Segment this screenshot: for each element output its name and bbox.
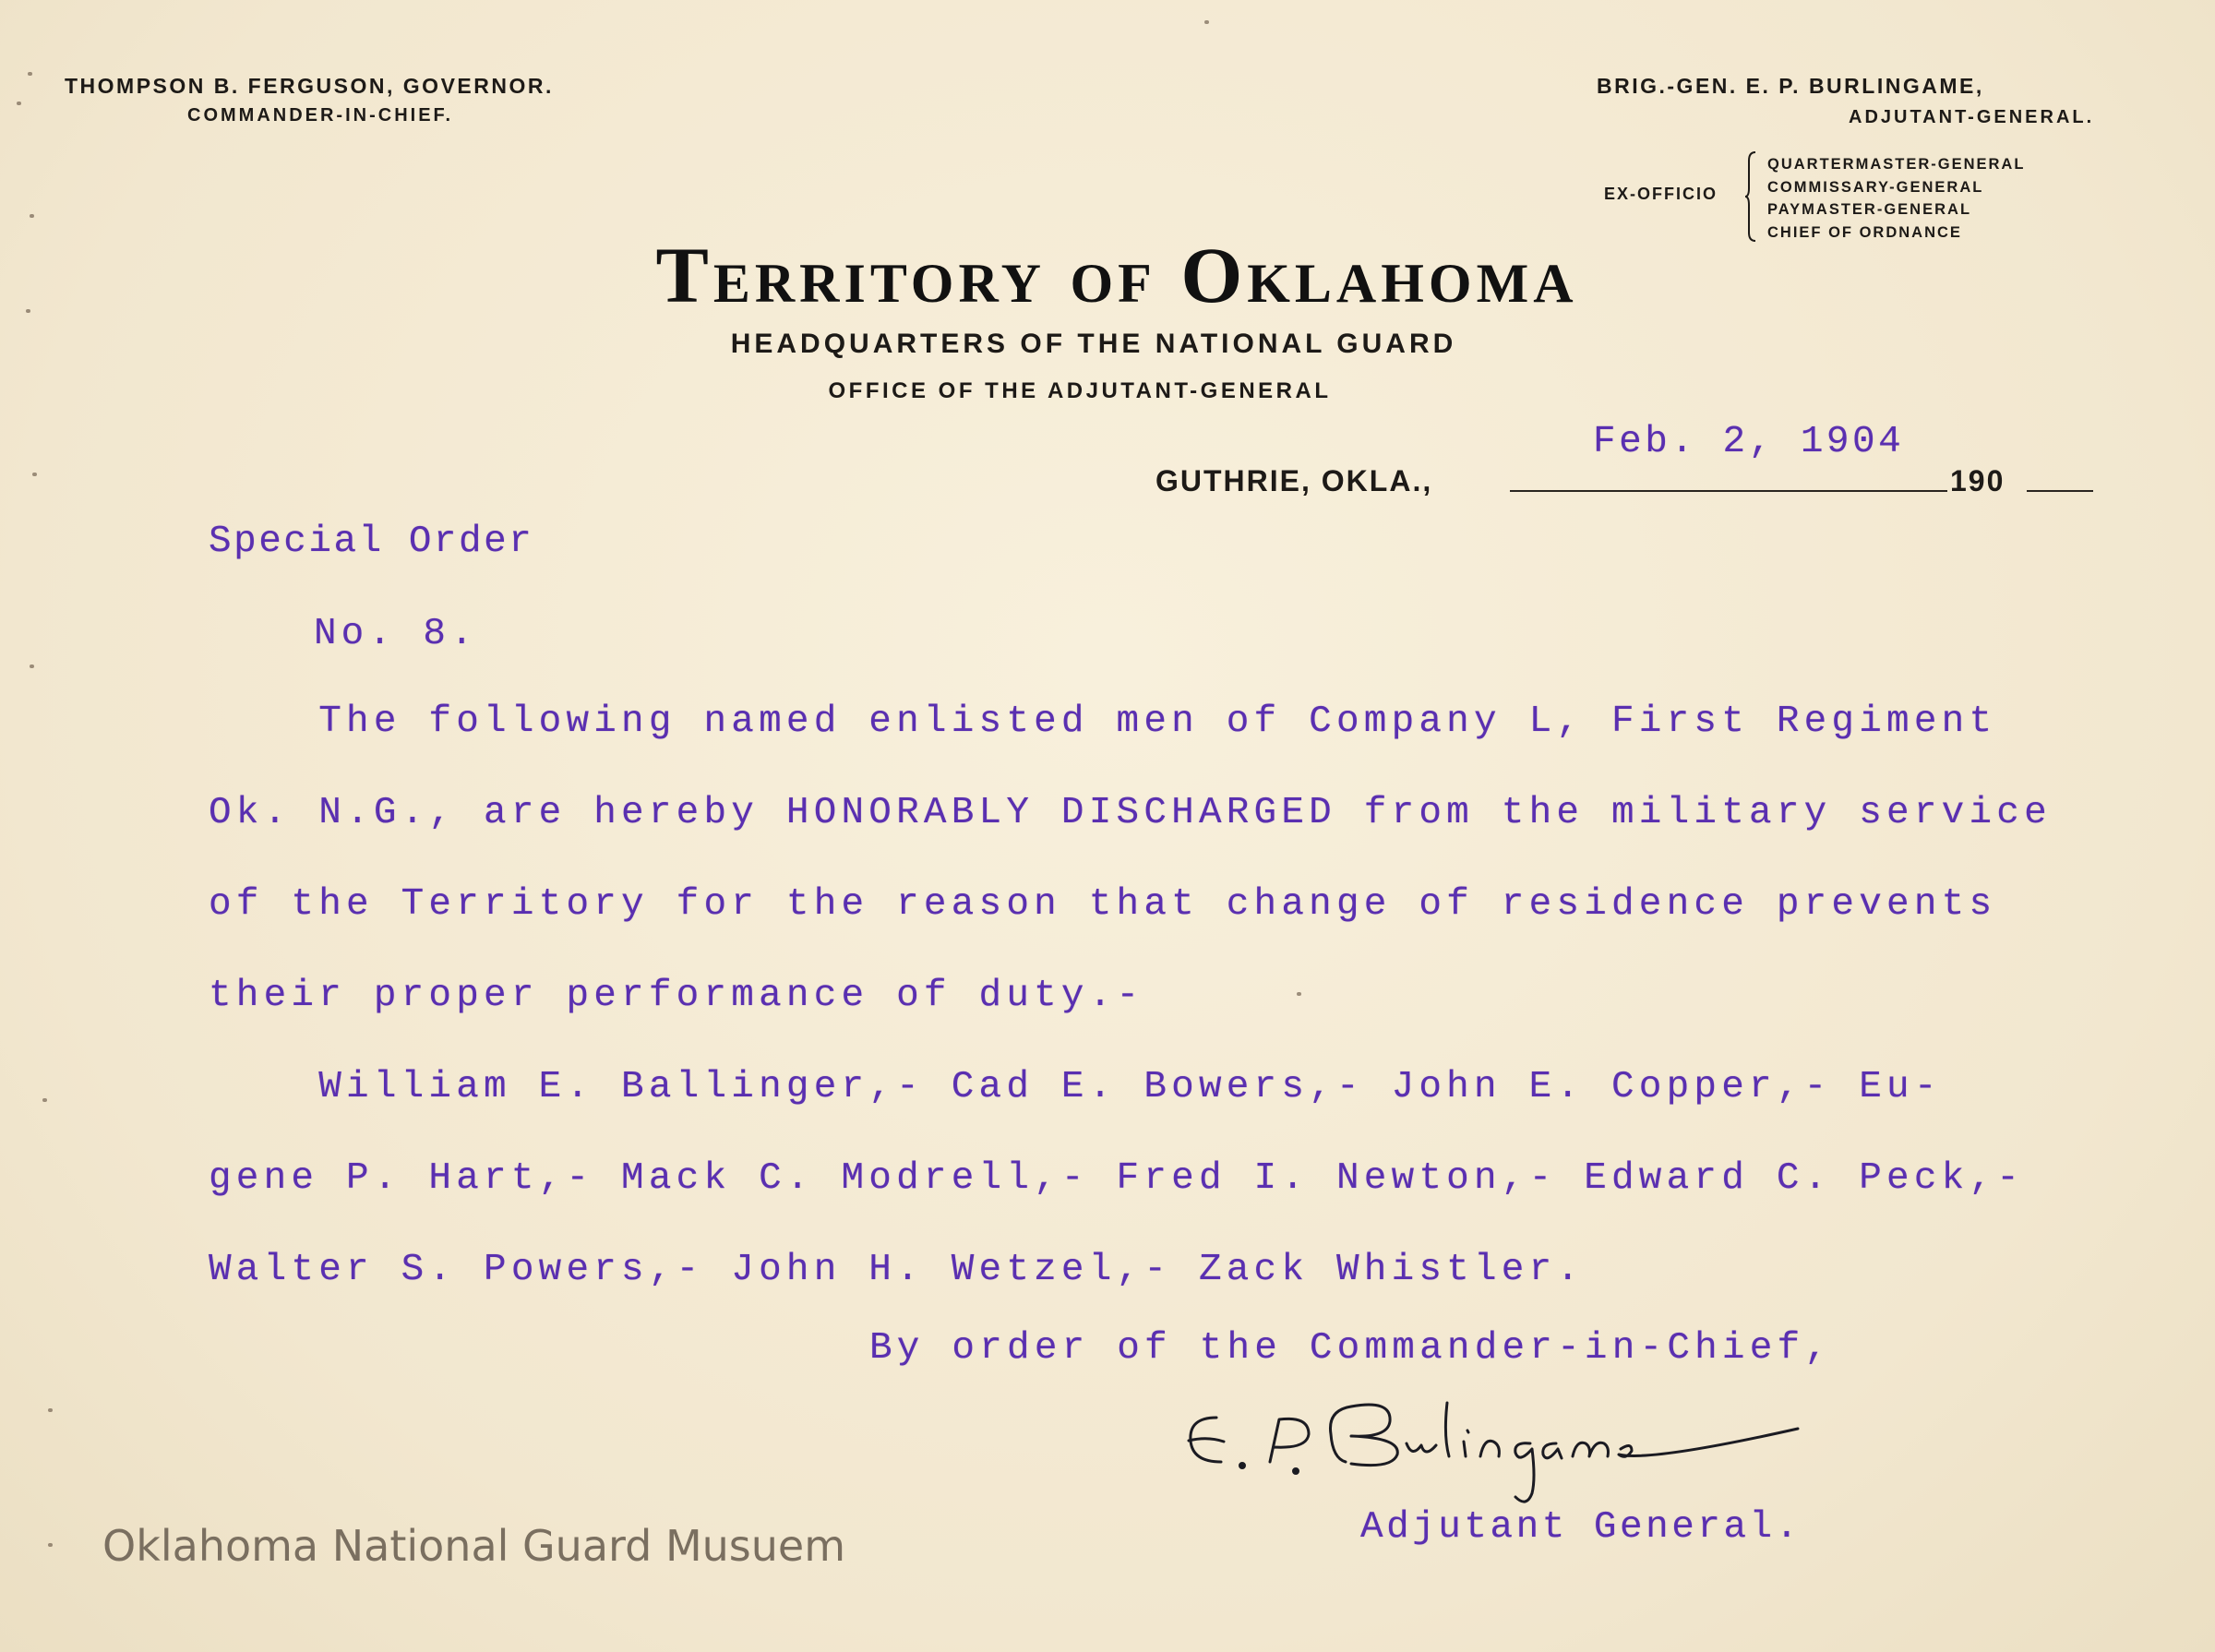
letterhead-title: Territory of Oklahoma [655, 231, 1578, 319]
governor-name: THOMPSON B. FERGUSON, GOVERNOR. [65, 74, 554, 98]
paper-speck [30, 664, 34, 668]
year-prefix: 190 [1950, 464, 2005, 497]
paper-speck [42, 1098, 47, 1102]
place-of-issue: GUTHRIE, OKLA., [1155, 464, 1433, 497]
ex-officio-role: QUARTERMASTER-GENERAL [1767, 156, 2026, 173]
typed-date: Feb. 2, 1904 [1593, 421, 1905, 463]
closing-line: By order of the Commander-in-Chief, [869, 1327, 1833, 1370]
letterhead-subtitle-headquarters: HEADQUARTERS OF THE NATIONAL GUARD [730, 329, 1457, 359]
body-line: William E. Ballinger,- Cad E. Bowers,- John E. Copper,- Eu- [209, 1066, 1942, 1108]
body-line: of the Territory for the reason that change of residence prevents [209, 883, 1997, 926]
paper-speck [1297, 992, 1301, 996]
paper-speck [48, 1543, 53, 1547]
paper-speck [32, 473, 37, 476]
handwritten-signature [1170, 1390, 1881, 1510]
body-line: gene P. Hart,- Mack C. Modrell,- Fred I. Newton,- Edward C. Peck,- [209, 1157, 2025, 1200]
letterhead-subtitle-office: OFFICE OF THE ADJUTANT-GENERAL [828, 378, 1332, 403]
body-line: Walter S. Powers,- John H. Wetzel,- Zack Whistler. [209, 1249, 1585, 1291]
body-line: their proper performance of duty.- [209, 975, 1144, 1017]
year-rule [2027, 490, 2093, 492]
signer-title: Adjutant General. [1360, 1506, 1802, 1549]
ex-officio-role: PAYMASTER-GENERAL [1767, 201, 1972, 218]
paper-speck [30, 214, 34, 218]
body-line: The following named enlisted men of Company L, First Regiment [209, 700, 1997, 743]
order-number: No. 8. [314, 613, 478, 655]
paper-speck [17, 102, 21, 105]
governor-role: COMMANDER-IN-CHIEF. [187, 105, 454, 126]
paper-speck [28, 72, 32, 76]
paper-speck [1204, 20, 1209, 24]
adjutant-general-role: ADJUTANT-GENERAL. [1849, 107, 2095, 127]
order-body [209, 694, 2052, 1334]
paper-speck [48, 1408, 53, 1412]
order-type: Special Order [209, 521, 534, 563]
adjutant-general-name: BRIG.-GEN. E. P. BURLINGAME, [1597, 74, 1984, 98]
date-rule [1510, 490, 1947, 492]
museum-watermark: Oklahoma National Guard Musuem [102, 1521, 846, 1571]
ex-officio-role: COMMISSARY-GENERAL [1767, 178, 1984, 196]
ex-officio-role: CHIEF OF ORDNANCE [1767, 223, 1962, 241]
ex-officio-label: EX-OFFICIO [1604, 185, 1718, 203]
paper-speck [26, 309, 30, 313]
body-line: Ok. N.G., are hereby HONORABLY DISCHARGED from the military service [209, 792, 2052, 834]
